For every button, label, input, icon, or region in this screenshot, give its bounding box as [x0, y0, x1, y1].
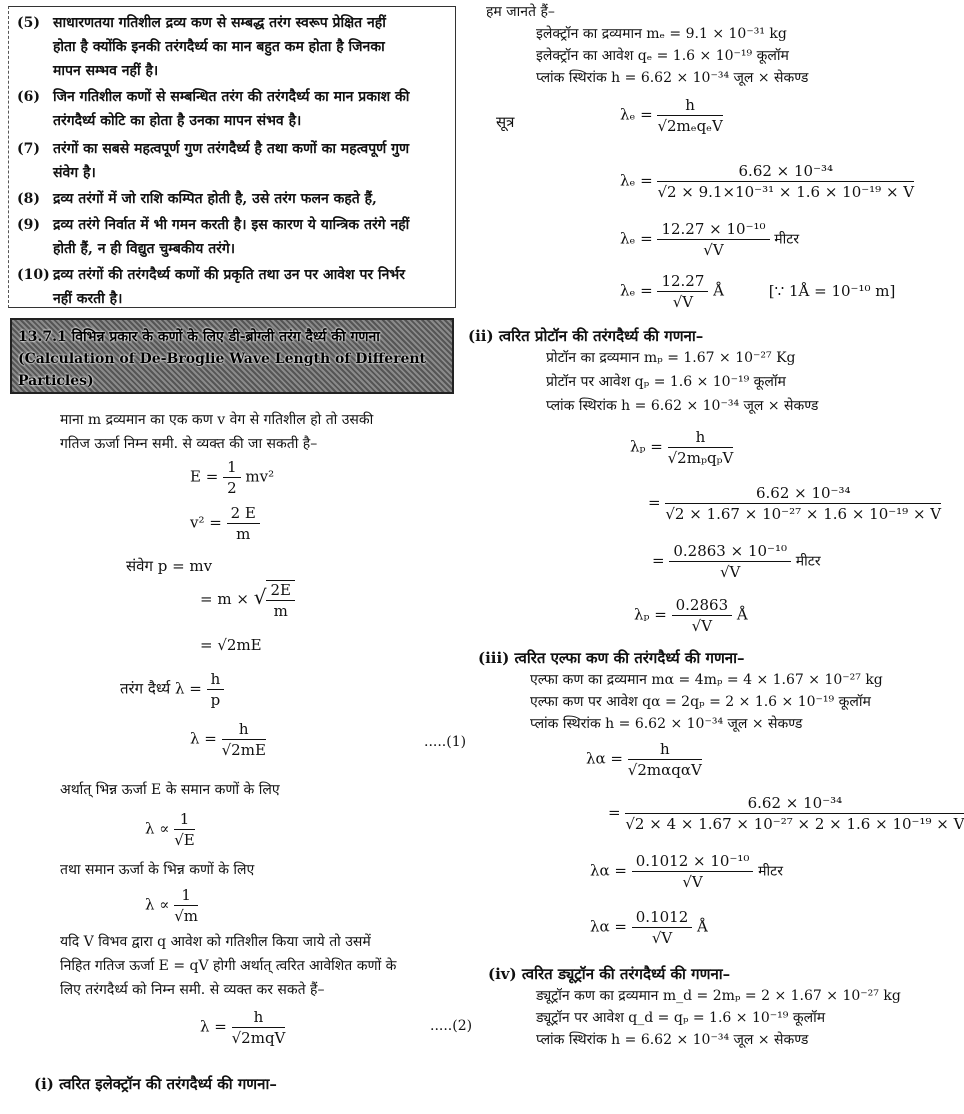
proton-eq-4: λₚ = $\frac{0.2863}{√V}$ Å — [634, 596, 748, 635]
point-7: (7) तरंगों का सबसे महत्वपूर्ण गुण तरंगदैर्ध्य है तथा कणों का महत्वपूर्ण गुण संवेग है। — [17, 141, 410, 181]
momentum-equation: संवेग p = mv — [126, 557, 213, 575]
proton-mass: प्रोटॉन का द्रव्यमान mₚ = 1.67 × 10⁻²⁷ Kg — [546, 350, 796, 366]
proton-eq-2: = $\frac{\text{6.62 × 10⁻³⁴}}{\text{√2 × 1.67 × 10⁻²⁷ × 1.6 × 10⁻¹⁹ × V}}$ — [648, 484, 942, 523]
section-heading — [10, 318, 454, 394]
section-heading-line3: Particles) — [18, 373, 94, 389]
deuteron-mass: ड्यूट्रॉन कण का द्रव्यमान m_d = 2mₚ = 2 × 1.67 × 10⁻²⁷ kg — [536, 988, 901, 1004]
deuteron-planck: प्लांक स्थिरांक h = 6.62 × 10⁻³⁴ जूल × सेकण्ड — [536, 1032, 809, 1048]
wavelength-definition: तरंग दैर्ध्य λ = $\frac{h}{p}$ — [120, 670, 224, 709]
section-heading-line1: 13.7.1 विभिन्न प्रकार के कणों के लिए डी-ब्रोग्ली तरंग दैर्ध्य की गणना — [18, 329, 380, 345]
point-8: (8) द्रव्य तरंगों में जो राशि कम्पित होती है, उसे तरंग फलन कहते हैं, — [17, 191, 377, 207]
electron-planck: प्लांक स्थिरांक h = 6.62 × 10⁻³⁴ जूल × सेकण्ड — [536, 70, 809, 86]
known-values-label: हम जानते हैं– — [486, 4, 555, 20]
equation-2-number: .....(2) — [430, 1018, 473, 1034]
equation-2: λ = $\frac{h}{\text{√2mqV}}$ — [200, 1008, 286, 1047]
different-energy-line: अर्थात् भिन्न ऊर्जा E के समान कणों के लिए — [60, 782, 280, 798]
intro-line-1: माना m द्रव्यमान का एक कण v वेग से गतिशील हो तो उसकी — [60, 412, 374, 428]
electron-eq-1: λₑ = $\frac{h}{\text{√2mₑqₑV}}$ — [620, 96, 723, 135]
momentum-step-3: = √2mE — [200, 636, 262, 654]
potential-text-2: निहित गतिज ऊर्जा E = qV होगी अर्थात् त्वरित आवेशित कणों के — [60, 958, 397, 974]
proton-eq-1: λₚ = $\frac{h}{\text{√2mₚqₚV}}$ — [630, 428, 734, 467]
equation-1-number: .....(1) — [424, 734, 467, 750]
momentum-step-2: = m × √ $\frac{2E}{m}$ — [200, 580, 295, 620]
electron-charge: इलेक्ट्रॉन का आवेश qₑ = 1.6 × 10⁻¹⁹ कूलॉम — [536, 48, 789, 64]
proportion-mass: λ ∝ $\frac{1}{√m}$ — [145, 886, 199, 925]
alpha-charge: एल्फा कण पर आवेश qα = 2qₚ = 2 × 1.6 × 10⁻¹⁹ कूलॉम — [530, 694, 871, 710]
electron-eq-3: λₑ = $\frac{\text{12.27 × 10⁻¹⁰}}{√V}$ मीटर — [620, 220, 800, 259]
proton-planck: प्लांक स्थिरांक h = 6.62 × 10⁻³⁴ जूल × सेकण्ड — [546, 398, 819, 414]
alpha-eq-1: λα = $\frac{h}{\text{√2mαqαV}}$ — [586, 740, 702, 779]
point-10: (10) द्रव्य तरंगों की तरंगदैर्ध्य कणों की प्रकृति तथा उन पर आवेश पर निर्भर नहीं करती है। — [17, 267, 405, 307]
intro-line-2: गतिज ऊर्जा निम्न समी. से व्यक्त की जा सकती है– — [60, 436, 318, 452]
point-9: (9) द्रव्य तरंगे निर्वात में भी गमन करती है। इस कारण ये यान्त्रिक तरंगे नहीं होती हैं, न ही विद्युत चुम्बकीय तरंगे। — [17, 217, 410, 257]
alpha-mass: एल्फा कण का द्रव्यमान mα = 4mₚ = 4 × 1.67 × 10⁻²⁷ kg — [530, 672, 883, 688]
alpha-eq-3: λα = $\frac{\text{0.1012 × 10⁻¹⁰}}{√V}$ मीटर — [590, 852, 783, 891]
alpha-eq-2: = $\frac{\text{6.62 × 10⁻³⁴}}{\text{√2 × 4 × 1.67 × 10⁻²⁷ × 2 × 1.6 × 10⁻¹⁹ × V}}$ — [608, 794, 964, 833]
point-6: (6) जिन गतिशील कणों से सम्बन्धित तरंग की तरंगदैर्ध्य का मान प्रकाश की तरंगदैर्ध्य कोटि का होता है उनका मापन संभव है। — [17, 89, 410, 129]
electron-eq-2: λₑ = $\frac{\text{6.62 × 10⁻³⁴}}{\text{√2 × 9.1×10⁻³¹ × 1.6 × 10⁻¹⁹ × V}}$ — [620, 162, 915, 201]
alpha-eq-4: λα = $\frac{0.1012}{√V}$ Å — [590, 908, 708, 947]
section-heading-line2: (Calculation of De-Broglie Wave Length of Different — [18, 351, 427, 367]
deuteron-charge: ड्यूट्रॉन पर आवेश q_d = qₚ = 1.6 × 10⁻¹⁹ कूलॉम — [536, 1010, 826, 1026]
electron-mass: इलेक्ट्रॉन का द्रव्यमान mₑ = 9.1 × 10⁻³¹ kg — [536, 26, 787, 42]
proton-eq-3: = $\frac{\text{0.2863 × 10⁻¹⁰}}{√V}$ मीटर — [652, 542, 821, 581]
same-energy-line: तथा समान ऊर्जा के भिन्न कणों के लिए — [60, 862, 255, 878]
alpha-planck: प्लांक स्थिरांक h = 6.62 × 10⁻³⁴ जूल × सेकण्ड — [530, 716, 803, 732]
proportion-energy: λ ∝ $\frac{1}{√E}$ — [145, 810, 195, 849]
point-5: (5) साधारणतया गतिशील द्रव्य कण से सम्बद्ध तरंग स्वरूप प्रेक्षित नहीं होता है क्योंकि इनकी तरंगदैर्ध्य का मान बहुत कम होता है जिनका मापन सम्भव नहीं है। — [17, 15, 386, 79]
electron-eq-4: λₑ = $\frac{12.27}{√V}$ Å [∵ 1Å = 10⁻¹⁰ m] — [620, 272, 896, 311]
potential-text-3: लिए तरंगदैर्ध्य को निम्न समी. से व्यक्त कर सकते हैं– — [60, 982, 325, 998]
energy-equation: E = $\frac{1}{2}$ mv² — [190, 458, 275, 497]
proton-charge: प्रोटॉन पर आवेश qₚ = 1.6 × 10⁻¹⁹ कूलॉम — [546, 374, 786, 390]
subsection-alpha: (iii) त्वरित एल्फा कण की तरंगदैर्ध्य की गणना– — [478, 649, 745, 667]
velocity-squared-equation: v² = $\frac{2 E}{m}$ — [190, 504, 260, 543]
subsection-electron: (i) त्वरित इलेक्ट्रॉन की तरंगदैर्ध्य की गणना– — [34, 1075, 277, 1093]
potential-text-1: यदि V विभव द्वारा q आवेश को गतिशील किया जाये तो उसमें — [60, 934, 371, 950]
subsection-deuteron: (iv) त्वरित ड्यूट्रॉन की तरंगदैर्ध्य की गणना– — [488, 965, 731, 983]
equation-1: λ = $\frac{h}{√2mE}$ — [190, 720, 266, 759]
formula-label: सूत्र — [496, 113, 515, 131]
subsection-proton: (ii) त्वरित प्रोटॉन की तरंगदैर्ध्य की गणना– — [468, 327, 704, 345]
points-box — [8, 6, 456, 308]
